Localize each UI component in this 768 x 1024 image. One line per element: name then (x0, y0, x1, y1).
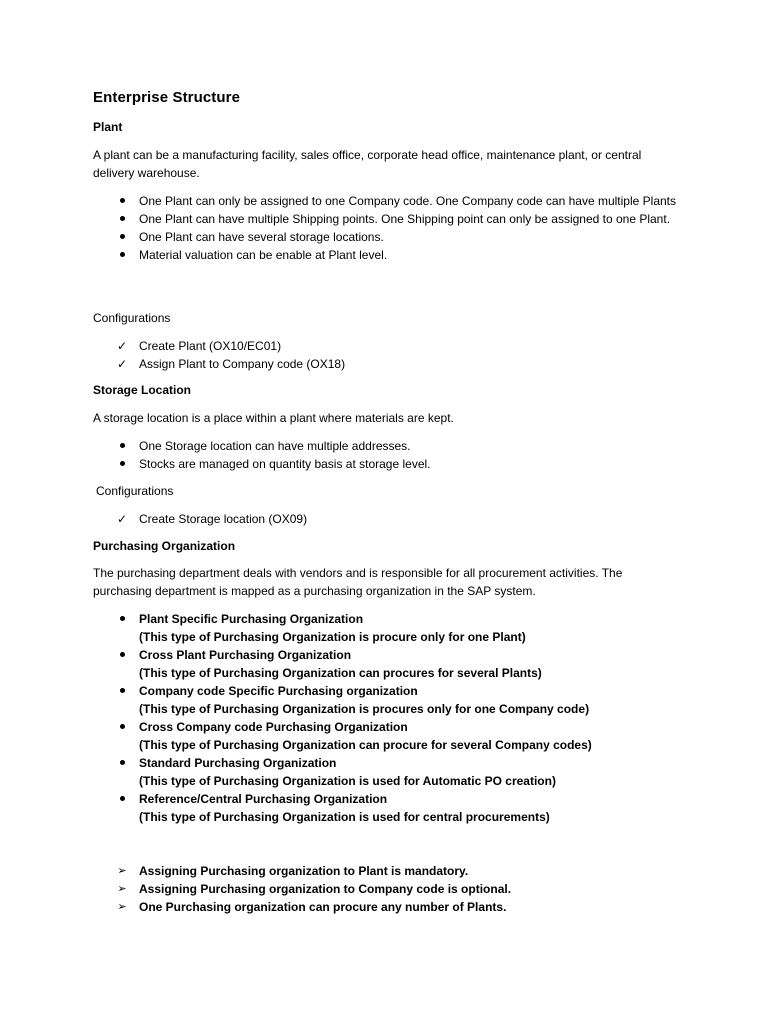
plant-config-list (0, 337, 768, 373)
bullet-icon (114, 228, 130, 246)
bullet-icon (114, 790, 130, 808)
bullet-icon (114, 682, 130, 700)
list-item: Material valuation can be enable at Plant level. (0, 246, 768, 264)
purchasing-types-list (0, 610, 768, 826)
list-item: One Plant can have several storage locations. (0, 228, 768, 246)
arrow-right-icon: ➢ (117, 901, 127, 913)
storage-config-heading: Configurations (96, 484, 174, 498)
list-item: ➢ One Purchasing organization can procure any number of Plants. (0, 898, 768, 916)
purchasing-intro: The purchasing department deals with vendors and is responsible for all procurement activities. The purchasing department is mapped as a purchasing organization in the SAP system. (93, 566, 623, 598)
storage-config-list (0, 510, 768, 528)
bullet-icon (114, 610, 130, 628)
list-item: ➢ Assigning Purchasing organization to Plant is mandatory. (0, 862, 768, 880)
list-item: One Plant can only be assigned to one Company code. One Company code can have multiple Plants (0, 192, 768, 210)
storage-heading: Storage Location (93, 383, 192, 397)
list-item: Cross Company code Purchasing Organization (This type of Purchasing Organization can procure for several Company codes) (0, 718, 768, 754)
list-item: ✓ Create Plant (OX10/EC01) (0, 337, 768, 355)
list-item: One Plant can have multiple Shipping points. One Shipping point can only be assigned to one Plant. (0, 210, 768, 228)
list-item: Cross Plant Purchasing Organization (This type of Purchasing Organization can procures for several Plants) (0, 646, 768, 682)
checkmark-icon: ✓ (116, 512, 128, 526)
list-item: ➢ Assigning Purchasing organization to Company code is optional. (0, 880, 768, 898)
plant-heading: Plant (93, 120, 123, 134)
list-item: ✓ Assign Plant to Company code (OX18) (0, 355, 768, 373)
list-item: Stocks are managed on quantity basis at storage level. (0, 455, 768, 473)
list-item: Standard Purchasing Organization (This type of Purchasing Organization is used for Automatic PO creation) (0, 754, 768, 790)
storage-bullet-list (0, 437, 768, 473)
purchasing-heading: Purchasing Organization (93, 539, 236, 553)
checkmark-icon: ✓ (116, 339, 128, 353)
bullet-icon (114, 246, 130, 264)
bullet-icon (114, 646, 130, 664)
arrow-right-icon: ➢ (117, 883, 127, 895)
storage-intro: A storage location is a place within a plant where materials are kept. (93, 411, 454, 425)
list-item: Reference/Central Purchasing Organization (This type of Purchasing Organization is used for central procurements) (0, 790, 768, 826)
checkmark-icon: ✓ (116, 357, 128, 371)
plant-config-heading: Configurations (93, 311, 171, 325)
bullet-icon (114, 210, 130, 228)
bullet-icon (114, 192, 130, 210)
purchasing-rules-list (0, 862, 768, 916)
plant-intro: A plant can be a manufacturing facility, sales office, corporate head office, maintenance plant, or central delivery warehouse. (93, 148, 642, 180)
list-item: One Storage location can have multiple addresses. (0, 437, 768, 455)
document-title: Enterprise Structure (93, 89, 241, 106)
bullet-icon (114, 754, 130, 772)
list-item: Plant Specific Purchasing Organization (This type of Purchasing Organization is procure only for one Plant) (0, 610, 768, 646)
bullet-icon (114, 455, 130, 473)
list-item: Company code Specific Purchasing organization (This type of Purchasing Organization is procures only for one Company code) (0, 682, 768, 718)
bullet-icon (114, 718, 130, 736)
list-item: ✓ Create Storage location (OX09) (0, 510, 768, 528)
bullet-icon (114, 437, 130, 455)
arrow-right-icon: ➢ (117, 865, 127, 877)
plant-bullet-list (0, 192, 768, 264)
